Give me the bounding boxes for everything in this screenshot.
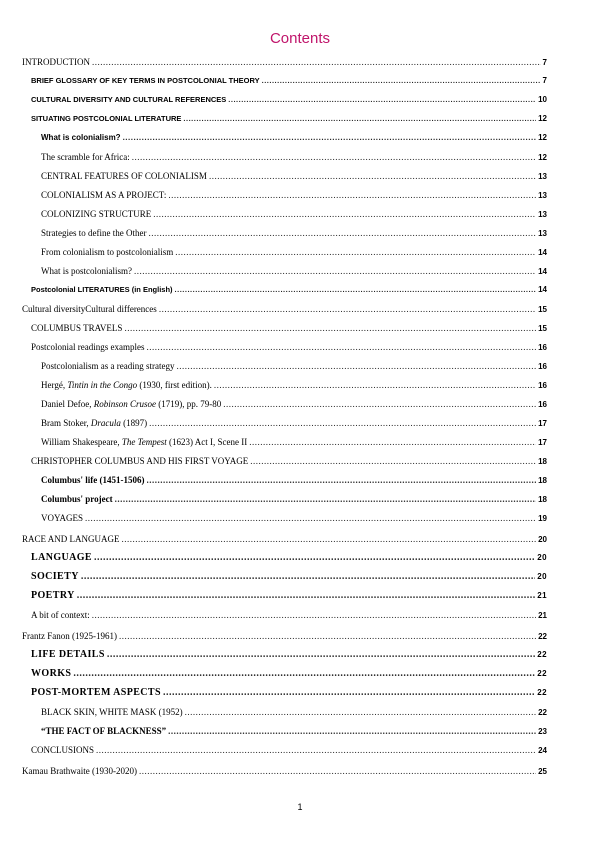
toc-entry[interactable]: SOCIETY ..... 20 (31, 569, 547, 585)
toc-entry[interactable]: A bit of context: ..... 21 (31, 607, 547, 623)
toc-entry[interactable]: The scramble for Africa: ..... 12 (41, 149, 547, 165)
toc-entry[interactable]: VOYAGES ..... 19 (41, 510, 547, 526)
toc-entry[interactable]: WORKS ..... 22 (31, 666, 547, 682)
toc-entry[interactable]: CHRISTOPHER COLUMBUS AND HIS FIRST VOYAGE ..... 18 (31, 453, 547, 469)
toc-entry[interactable]: BLACK SKIN, WHITE MASK (1952) ..... 22 (41, 704, 547, 720)
toc-entry[interactable]: Cultural diversityCultural differences ..... 15 (22, 301, 547, 317)
toc-entry[interactable]: BRIEF GLOSSARY OF KEY TERMS IN POSTCOLONIAL THEORY ..... 7 (31, 73, 547, 89)
toc-entry[interactable]: LIFE DETAILS ..... 22 (31, 647, 547, 663)
toc-entry[interactable]: Postcolonial readings examples ..... 16 (31, 339, 547, 355)
toc-entry[interactable]: Postcolonialism as a reading strategy ..... 16 (41, 358, 547, 374)
toc-entry[interactable]: COLONIALISM AS A PROJECT: ..... 13 (41, 187, 547, 203)
toc-entry[interactable]: Kamau Brathwaite (1930-2020) ..... 25 (22, 763, 547, 779)
page-title: Contents (269, 30, 331, 47)
toc-entry[interactable]: Hergé, Tintin in the Congo (1930, first edition). ..... 16 (41, 377, 547, 393)
toc-entry[interactable]: What is colonialism? ..... 12 (41, 130, 547, 146)
toc-entry[interactable]: Frantz Fanon (1925-1961) ..... 22 (22, 628, 547, 644)
toc-entry[interactable]: CONCLUSIONS ..... 24 (31, 742, 547, 758)
toc-entry[interactable]: COLUMBUS TRAVELS ..... 15 (31, 320, 547, 336)
toc-entry[interactable]: What is postcolonialism? ..... 14 (41, 263, 547, 279)
page-number: 1 (297, 802, 303, 812)
toc-entry[interactable]: POST-MORTEM ASPECTS ..... 22 (31, 685, 547, 701)
toc-entry[interactable]: POETRY ..... 21 (31, 588, 547, 604)
toc-entry[interactable]: INTRODUCTION ..... 7 (22, 54, 547, 70)
toc-entry[interactable]: CULTURAL DIVERSITY AND CULTURAL REFERENCES ..... 10 (31, 92, 547, 108)
toc-entry[interactable]: SITUATING POSTCOLONIAL LITERATURE ..... 12 (31, 111, 547, 127)
toc-entry[interactable]: Postcolonial LITERATURES (in English) ..... 14 (31, 282, 547, 298)
toc-entry[interactable]: Bram Stoker, Dracula (1897) ..... 17 (41, 415, 547, 431)
toc-entry[interactable]: Columbus' project ..... 18 (41, 491, 547, 507)
toc-entry[interactable]: From colonialism to postcolonialism ..... 14 (41, 244, 547, 260)
toc-entry[interactable]: Daniel Defoe, Robinson Crusoe (1719), pp. 79-80 ..... 16 (41, 396, 547, 412)
toc-entry[interactable]: “THE FACT OF BLACKNESS” ..... 23 (41, 723, 547, 739)
toc-entry[interactable]: COLONIZING STRUCTURE ..... 13 (41, 206, 547, 222)
toc-entry[interactable]: Columbus' life (1451-1506) ..... 18 (41, 472, 547, 488)
toc-entry[interactable]: CENTRAL FEATURES OF COLONIALISM ..... 13 (41, 168, 547, 184)
toc-entry[interactable]: Strategies to define the Other ..... 13 (41, 225, 547, 241)
toc-entry[interactable]: RACE AND LANGUAGE ..... 20 (22, 531, 547, 547)
toc-entry[interactable]: William Shakespeare, The Tempest (1623) Act I, Scene II ..... 17 (41, 434, 547, 450)
toc-entry[interactable]: LANGUAGE ..... 20 (31, 550, 547, 566)
